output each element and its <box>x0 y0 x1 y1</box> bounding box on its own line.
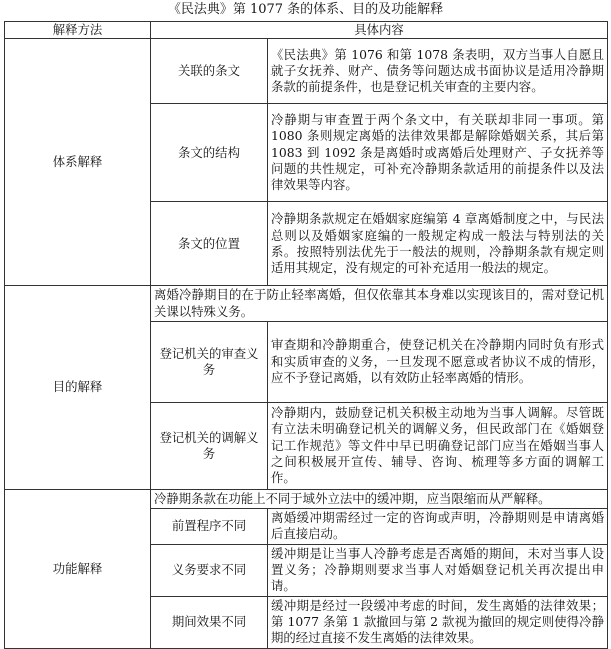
aspect-cell: 期间效果不同 <box>151 596 268 648</box>
aspect-cell: 条文的结构 <box>151 104 268 202</box>
content-cell: 冷静期内，鼓励登记机关积极主动地为当事人调解。尽管既有立法未明确登记机关的调解义务，但民政部门在《婚姻登记工作规范》等文件中早已明确登记部门应当在婚姻当事人之间积极展开宣传、辅导、咨询、梳理等多方面的调解工作。 <box>268 402 608 489</box>
aspect-cell: 义务要求不同 <box>151 544 268 596</box>
table-row <box>5 39 608 104</box>
intro-cell: 离婚冷静期目的在于防止轻率离婚，但仅依靠其本身难以实现该目的，需对登记机关课以特殊义务。 <box>151 286 608 322</box>
aspect-cell: 登记机关的审查义务 <box>151 321 268 402</box>
content-cell: 缓冲期是让当事人冷静考虑是否离婚的期间，未对当事人设置义务；冷静期则要求当事人对婚姻登记机关再次提出申请。 <box>268 544 608 596</box>
method-cell: 目的解释 <box>5 286 151 490</box>
table-row <box>5 286 608 322</box>
content-cell: 缓冲期是经过一段缓冲考虑的时间，发生离婚的法律效果；第 1077 条第 1 款撤回与第 2 款视为撤回的规定则使得冷静期的经过直接不发生离婚的法律效果。 <box>268 596 608 648</box>
aspect-cell: 关联的条文 <box>151 39 268 104</box>
content-cell: 冷静期与审查置于两个条文中，有关联却非同一事项。第 1080 条则规定离婚的法律效果都是解除婚姻关系，其后第 1083 到 1092 条是离婚时或离婚后处理财产、子女抚养等问题的共性规定，可补充冷静期条款适用的前提条件以及法律效果等内容。 <box>268 104 608 202</box>
method-cell: 功能解释 <box>5 489 151 648</box>
header-row <box>5 22 608 39</box>
intro-cell: 冷静期条款在功能上不同于域外立法中的缓冲期，应当限缩而从严解释。 <box>151 489 608 508</box>
content-cell: 审查期和冷静期重合，使登记机关在冷静期内同时负有形式和实质审查的义务，一旦发现不愿意或者协议不成的情形，应不予登记离婚，以有效防止轻率离婚的情形。 <box>268 321 608 402</box>
content-cell: 《民法典》第 1076 和第 1078 条表明，双方当事人自愿且就子女抚养、财产、债务等问题达成书面协议是适用冷静期条款的前提条件，也是登记机关审查的主要内容。 <box>268 39 608 104</box>
header-content: 具体内容 <box>151 22 608 39</box>
table-caption: 《民法典》第 1077 条的体系、目的及功能解释 <box>167 2 444 17</box>
content-cell: 离婚缓冲期需经过一定的咨询或声明，冷静期则是申请离婚后直接启动。 <box>268 509 608 545</box>
table-row <box>5 489 608 508</box>
content-cell: 冷静期条款规定在婚姻家庭编第 4 章离婚制度之中，与民法总则以及婚姻家庭编的一般规定构成一般法与特别法的关系。按照特别法优先于一般法的规则，冷静期条款有规定则适用其规定，没有规定的可补充适用一般法的规定。 <box>268 202 608 286</box>
header-method: 解释方法 <box>5 22 151 39</box>
aspect-cell: 条文的位置 <box>151 202 268 286</box>
aspect-cell: 前置程序不同 <box>151 509 268 545</box>
interpretation-table <box>4 21 608 649</box>
aspect-cell: 登记机关的调解义务 <box>151 402 268 489</box>
method-cell: 体系解释 <box>5 39 151 286</box>
